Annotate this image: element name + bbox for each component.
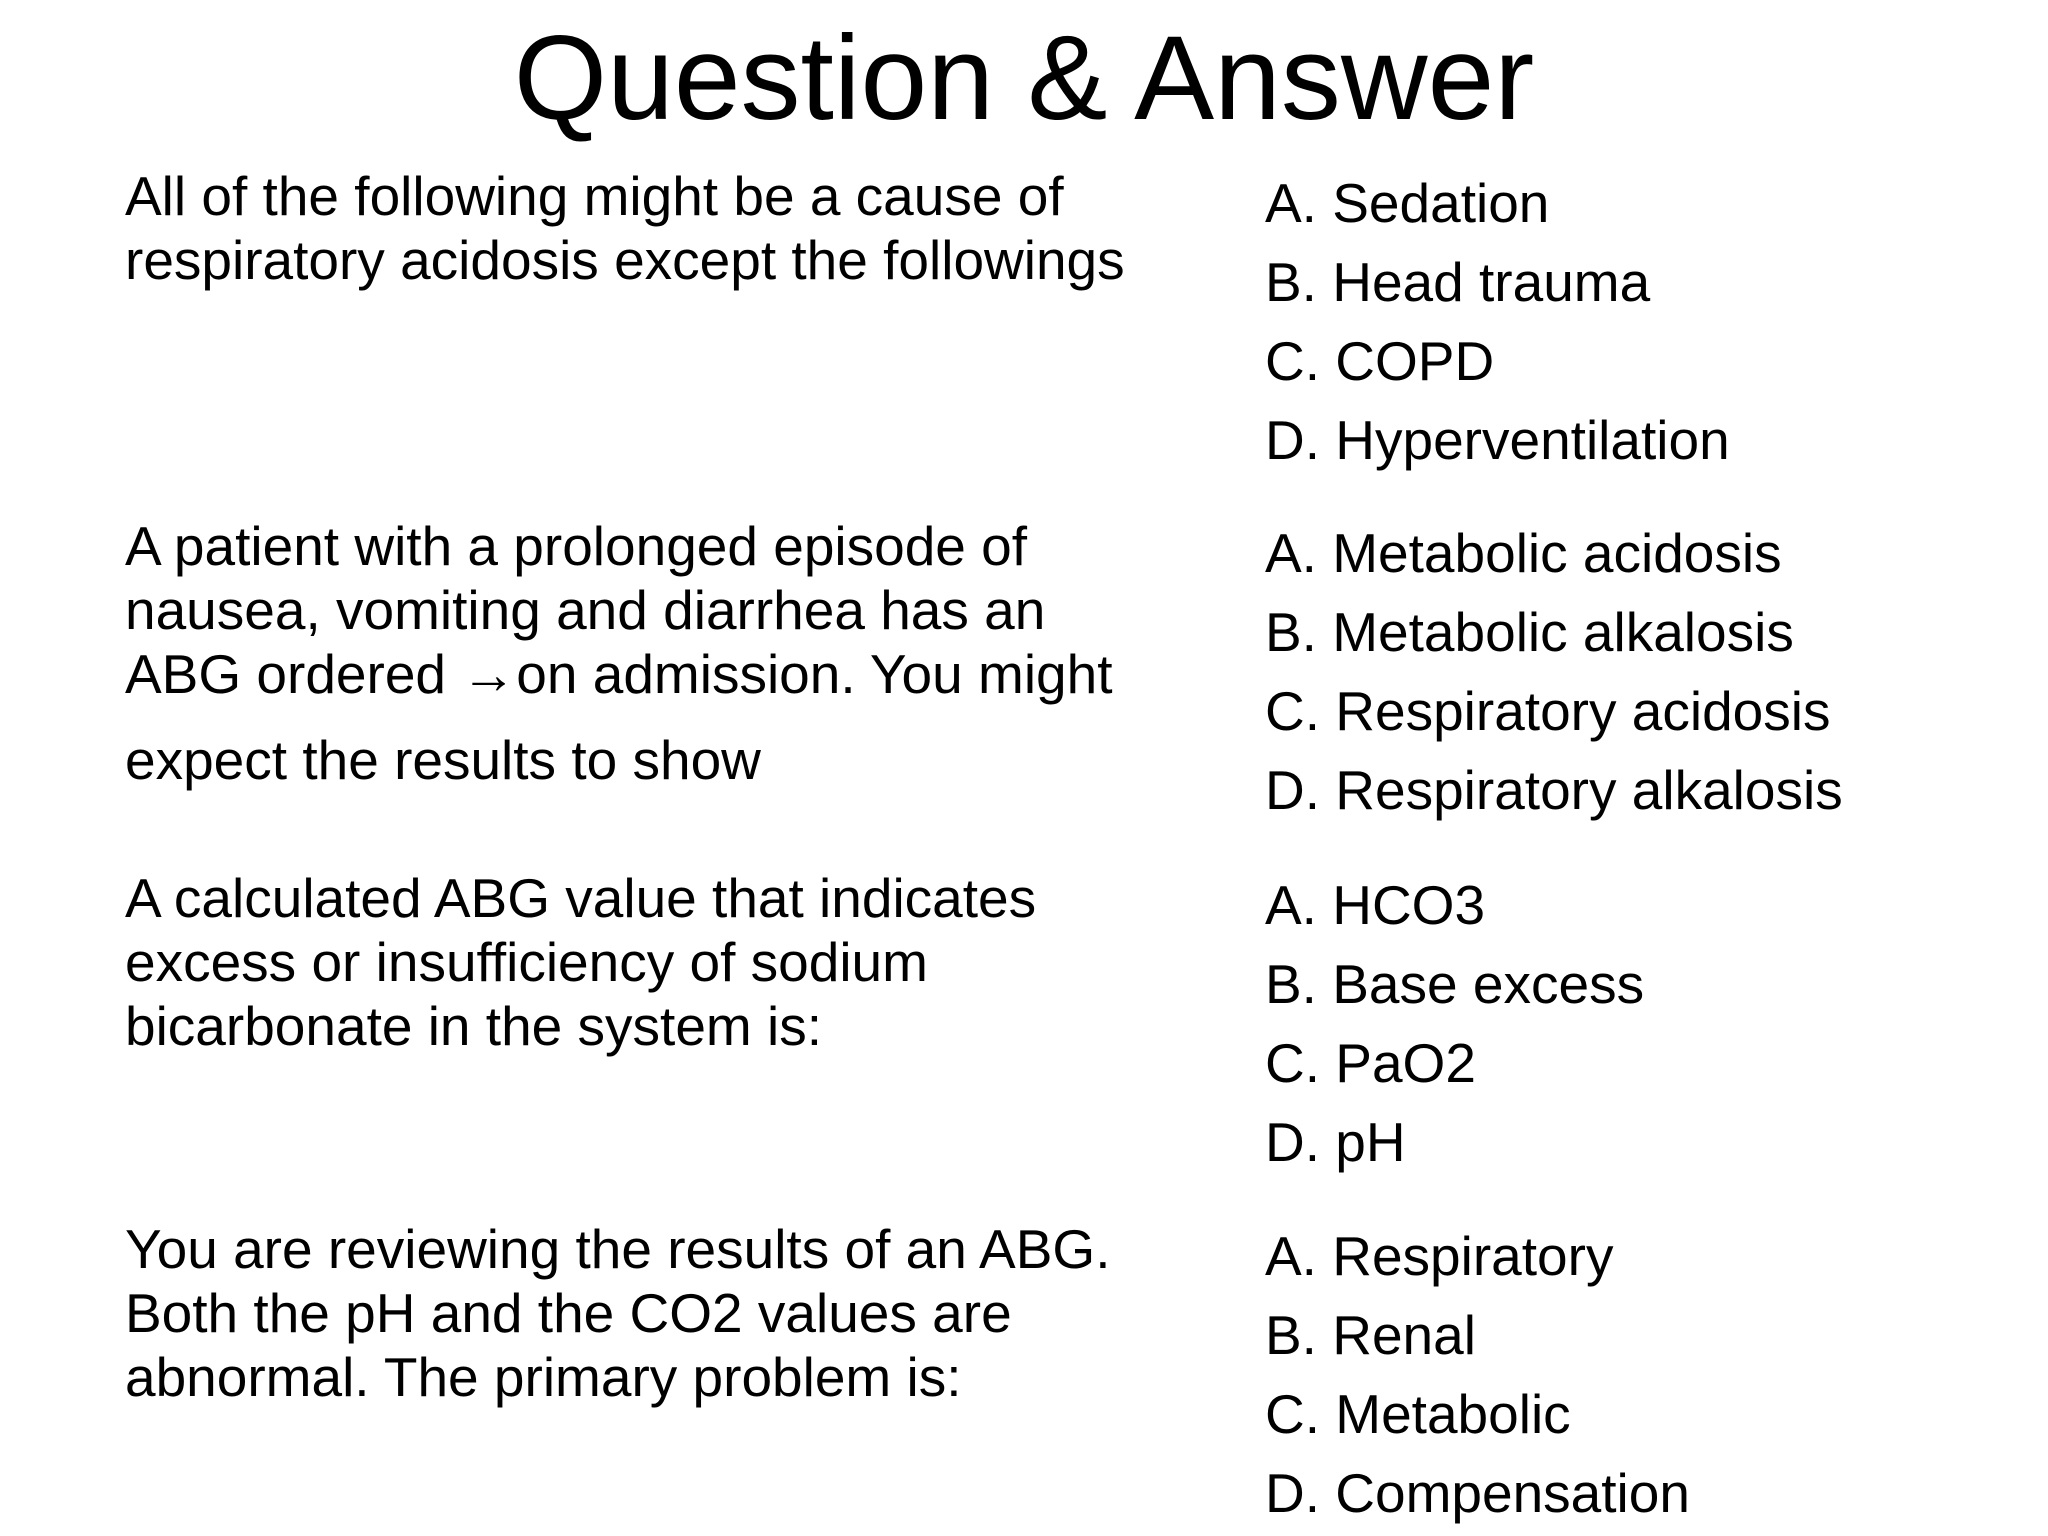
question-text-3 <box>125 866 1195 1058</box>
answer-options-2 <box>1265 514 1843 830</box>
answer-options-3 <box>1265 866 1644 1182</box>
question-text-1 <box>125 164 1195 292</box>
question-line: A patient with a prolonged episode of <box>125 515 1028 577</box>
answer-option: A. HCO3 <box>1265 874 1486 936</box>
answer-option: D. Compensation <box>1265 1462 1690 1524</box>
question-line: excess or insufficiency of sodium <box>125 931 928 993</box>
question-line: A calculated ABG value that indicates <box>125 867 1037 929</box>
question-text-2 <box>125 514 1195 792</box>
answer-option: D. Respiratory alkalosis <box>1265 759 1843 821</box>
question-line: ABG ordered →on admission. You might <box>125 643 1113 705</box>
answer-option: C. Respiratory acidosis <box>1265 680 1831 742</box>
question-line: expect the results to show <box>125 729 761 791</box>
answer-option: A. Metabolic acidosis <box>1265 522 1782 584</box>
answer-option: B. Head trauma <box>1265 251 1651 313</box>
answer-option: C. Metabolic <box>1265 1383 1571 1445</box>
answer-option: A. Sedation <box>1265 172 1550 234</box>
question-text-4 <box>125 1217 1195 1409</box>
question-line: All of the following might be a cause of <box>125 165 1064 227</box>
question-line: nausea, vomiting and diarrhea has an <box>125 579 1046 641</box>
answer-option: C. PaO2 <box>1265 1032 1476 1094</box>
answer-option: A. Respiratory <box>1265 1225 1614 1287</box>
question-line: bicarbonate in the system is: <box>125 995 823 1057</box>
answer-option: B. Renal <box>1265 1304 1476 1366</box>
answer-option: B. Base excess <box>1265 953 1645 1015</box>
question-line: You are reviewing the results of an ABG. <box>125 1218 1111 1280</box>
answer-options-1 <box>1265 164 1730 480</box>
slide-title: Question & Answer <box>513 11 1535 145</box>
answer-option: B. Metabolic alkalosis <box>1265 601 1794 663</box>
question-line: abnormal. The primary problem is: <box>125 1346 962 1408</box>
answer-options-4 <box>1265 1217 1690 1533</box>
answer-option: D. Hyperventilation <box>1265 409 1730 471</box>
question-line: Both the pH and the CO2 values are <box>125 1282 1012 1344</box>
answer-option: C. COPD <box>1265 330 1495 392</box>
question-line: respiratory acidosis except the followings <box>125 229 1125 291</box>
answer-option: D. pH <box>1265 1111 1406 1173</box>
